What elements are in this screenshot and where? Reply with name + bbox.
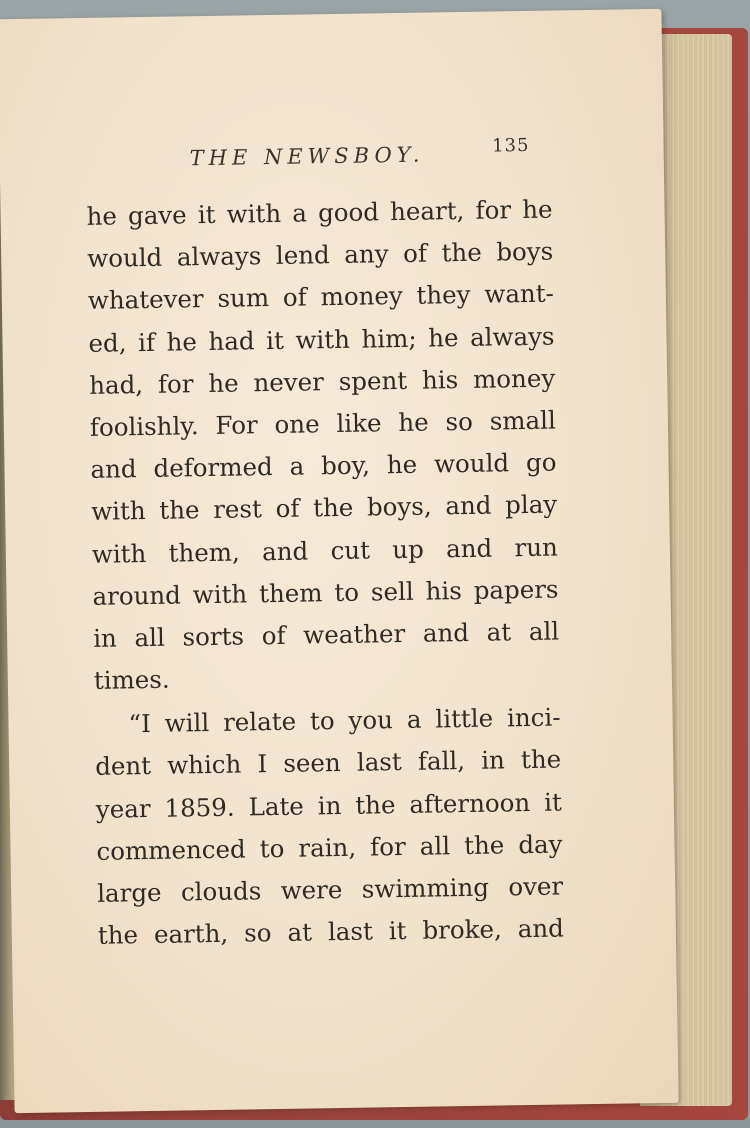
text-line: and deformed a boy, he would go (90, 447, 557, 484)
text-line: foolishly. For one like he so small (89, 405, 557, 442)
page-content (0, 9, 679, 1113)
text-line: around with them to sell his papers (92, 574, 559, 611)
text-line: large clouds were swimming over (96, 871, 564, 908)
text-line: he gave it with a good heart, for he (86, 194, 553, 231)
text-line: the earth, so at last it broke, and (97, 913, 565, 951)
text-line: ed, if he had it with him; he always (88, 321, 555, 358)
book-page (0, 9, 679, 1113)
text-line: would always lend any of the boys (86, 236, 554, 274)
text-line: times. (93, 664, 170, 695)
text-line: commenced to rain, for all the day (96, 829, 563, 866)
body-text (86, 189, 564, 958)
page-header (179, 131, 539, 171)
text-line: with the rest of the boys, and play (90, 489, 558, 527)
text-line: “I will relate to you a little inci- (128, 702, 561, 739)
text-line: year 1859. Late in the afternoon it (95, 787, 563, 824)
text-line: in all sorts of weather and at all (92, 616, 560, 653)
text-line: had, for he never spent his money (88, 363, 556, 400)
text-line: whatever sum of money they want- (87, 278, 555, 316)
running-title: THE NEWSBOY. (189, 142, 425, 171)
text-line: with them, and cut up and run (91, 532, 559, 569)
page-number: 135 (491, 134, 530, 157)
text-line: dent which I seen last fall, in the (94, 744, 562, 782)
